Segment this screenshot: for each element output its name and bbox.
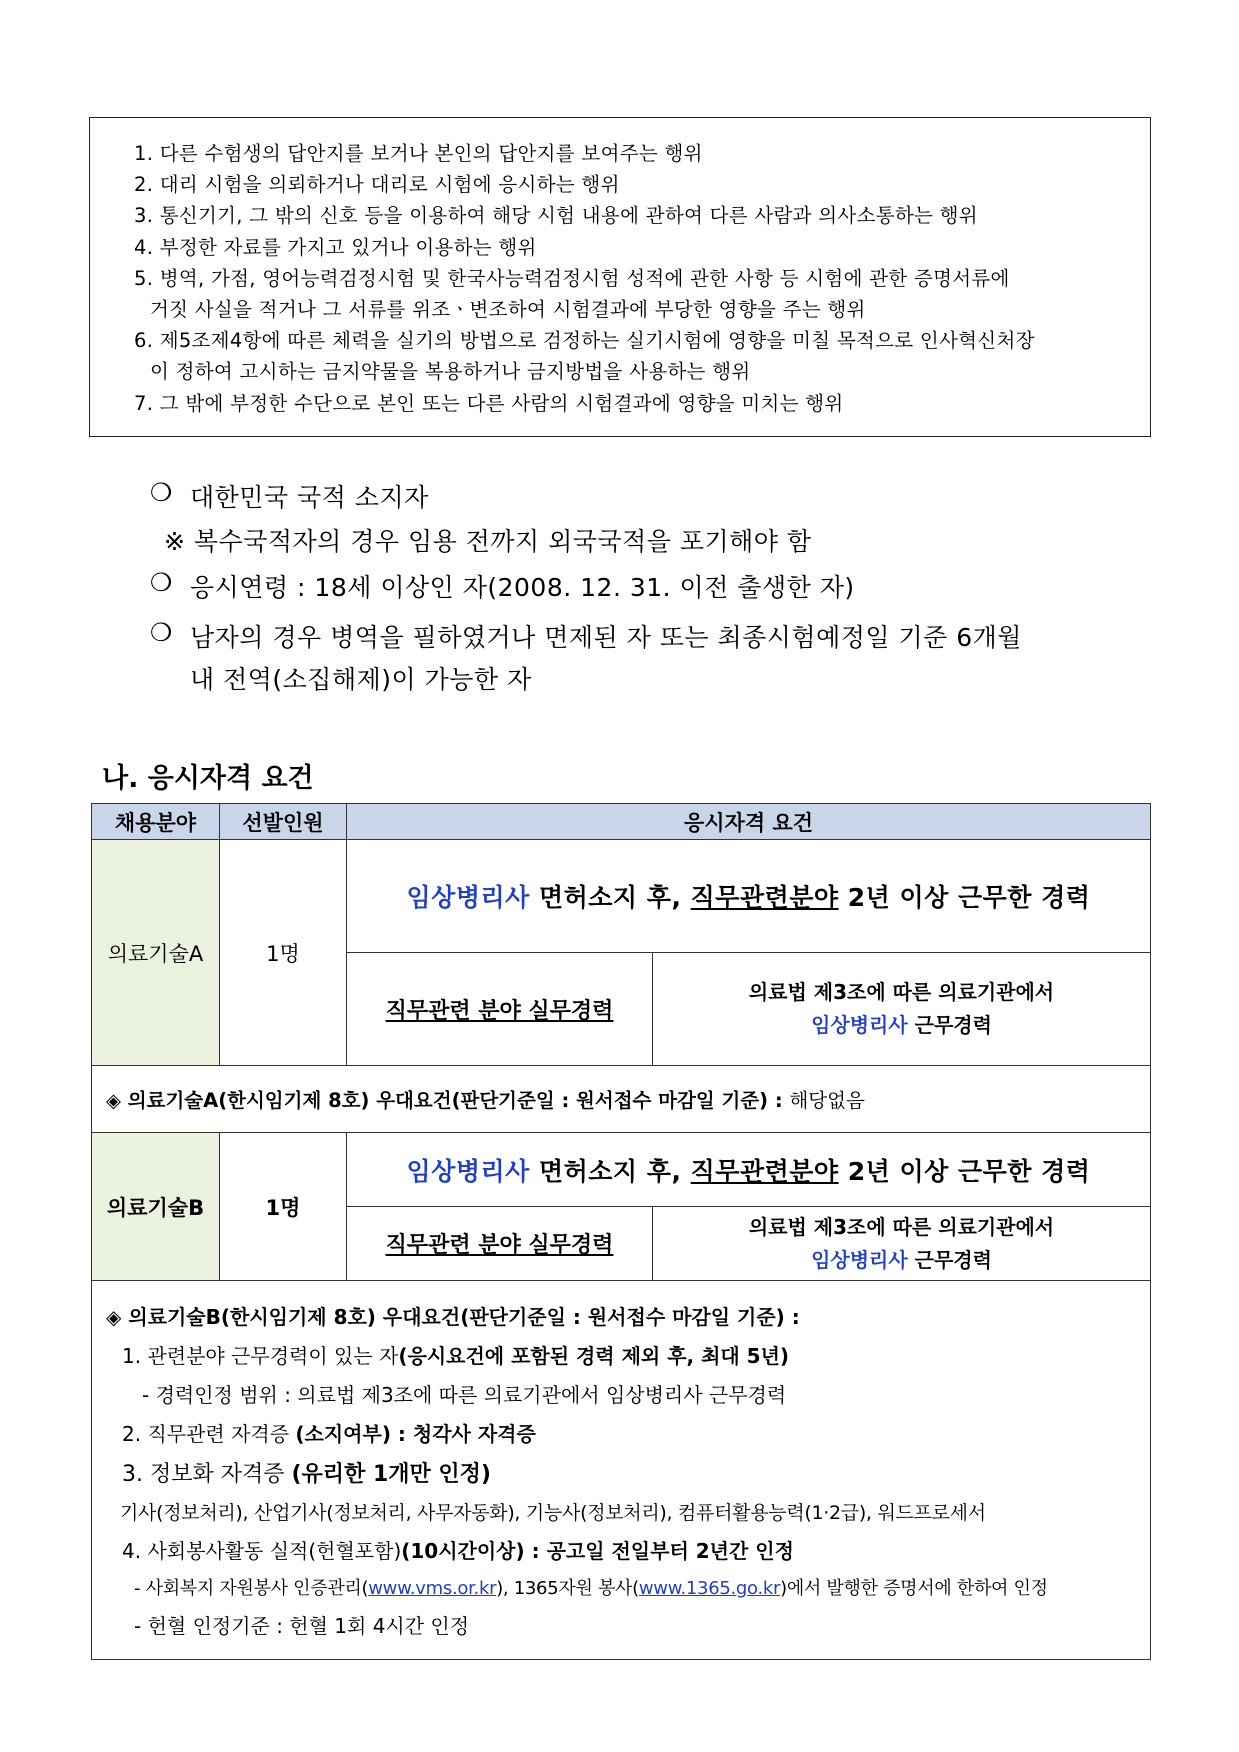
preference-a: ◈ 의료기술A(한시임기제 8호) 우대요건(판단기준일 : 원서접수 마감일 기준) : 해당없음 xyxy=(92,1066,1151,1133)
list-item: 7. 그 밖에 부정한 수단으로 본인 또는 다른 사람의 시험결과에 영향을 미치는 행위 xyxy=(134,391,844,415)
list-item: 3. 통신기기, 그 밖의 신호 등을 이용하여 해당 시험 내용에 관하여 다른 사람과 의사소통하는 행위 xyxy=(134,204,978,228)
list-item-continuation: 거짓 사실을 적거나 그 서류를 위조ㆍ변조하여 시험결과에 부당한 영향을 주는 행위 xyxy=(150,298,866,322)
requirements-table xyxy=(91,803,1151,1660)
count-cell: 1명 xyxy=(220,1133,347,1281)
experience-label: 직무관련 분야 실무경력 xyxy=(347,953,653,1066)
list-item: 2. 대리 시험을 의뢰하거나 대리로 시험에 응시하는 행위 xyxy=(134,173,620,197)
1365-link[interactable]: www.1365.go.kr xyxy=(638,1578,781,1599)
main-requirement: 임상병리사 면허소지 후, 직무관련분야 2년 이상 근무한 경력 xyxy=(347,840,1151,953)
list-item: 5. 병역, 가점, 영어능력검정시험 및 한국사능력검정시험 성적에 관한 사항 등 시험에 관한 증명서류에 거짓 사실을 적거나 그 서류를 위조ㆍ변조하여 시험결과에 부당한 영향을 주는 행위 xyxy=(134,263,1134,325)
table-row xyxy=(92,1281,1151,1660)
circle-bullet-icon: ❍ xyxy=(150,568,173,597)
prohibited-acts-box xyxy=(89,117,1151,437)
circle-bullet-icon: ❍ xyxy=(150,478,173,507)
header-field: 채용분야 xyxy=(92,804,220,840)
qualification-nationality: ❍ 대한민국 국적 소지자 xyxy=(150,478,429,512)
table-row xyxy=(92,840,1151,953)
qualification-age: ❍ 응시연령 : 18세 이상인 자(2008. 12. 31. 이전 출생한 자) xyxy=(150,568,855,602)
circle-bullet-icon: ❍ xyxy=(150,618,173,647)
list-item: 6. 제5조제4항에 따른 체력을 실기의 방법으로 검정하는 실기시험에 영향을 미칠 목적으로 인사혁신처장 이 정하여 고시하는 금지약물을 복용하거나 금지방법을 사용하는 행위 xyxy=(134,325,1134,387)
qualification-military-cont: 내 전역(소집해제)이 가능한 자 xyxy=(190,665,532,694)
header-requirement: 응시자격 요건 xyxy=(347,804,1151,840)
table-row xyxy=(92,1066,1151,1133)
experience-desc: 의료법 제3조에 따른 의료기관에서 임상병리사 근무경력 xyxy=(653,953,1151,1066)
table-row xyxy=(92,1133,1151,1207)
field-cell: 의료기술B xyxy=(92,1133,220,1281)
table-header-row xyxy=(92,804,1151,840)
list-item: 1. 다른 수험생의 답안지를 보거나 본인의 답안지를 보여주는 행위 xyxy=(134,142,703,165)
experience-desc: 의료법 제3조에 따른 의료기관에서 임상병리사 근무경력 xyxy=(653,1207,1151,1281)
preference-b: ◈ 의료기술B(한시임기제 8호) 우대요건(판단기준일 : 원서접수 마감일 기준) : 1. 관련분야 근무경력이 있는 자(응시요건에 포함된 경력 제외 후, 최대 5년) - 경력인정 범위 : 의료법 제3조에 따른 의료기관에서 임상병리사 근무경력 2. 직무관련 자격증 (소지여부) : 청각사 자격증 3. 정보화 자격증 (유리한 1개만 인정) 기사(정보처리), 산업기사(정보처리, 사무자동화), 기능사(정보처리), 컴퓨터활용능력(1·2급), 워드프로세서 4. 사회봉사활동 실적(헌혈포함)(10시간이상) : 공고일 전일부터 2년간 인정 - 사회복지 자원봉사 인증관리(www.vms.or.kr), 1365자원 봉사(www.1365.go.kr)에서 발행한 증명서에 한하여 인정 - 헌혈 인정기준 : 헌혈 1회 4시간 인정 xyxy=(92,1281,1151,1660)
experience-label: 직무관련 분야 실무경력 xyxy=(347,1207,653,1281)
qualification-military: ❍ 남자의 경우 병역을 필하였거나 면제된 자 또는 최종시험예정일 기준 6개월 xyxy=(150,618,1022,652)
nationality-note: ※ 복수국적자의 경우 임용 전까지 외국국적을 포기해야 함 xyxy=(164,527,812,556)
header-count: 선발인원 xyxy=(220,804,347,840)
field-cell: 의료기술A xyxy=(92,840,220,1066)
prohibited-acts-list xyxy=(134,138,1134,419)
list-item: 4. 부정한 자료를 가지고 있거나 이용하는 행위 xyxy=(134,235,537,259)
section-title: 나. 응시자격 요건 xyxy=(102,763,314,794)
main-requirement: 임상병리사 면허소지 후, 직무관련분야 2년 이상 근무한 경력 xyxy=(347,1133,1151,1207)
basic-qualifications xyxy=(150,478,1160,696)
list-item-continuation: 이 정하여 고시하는 금지약물을 복용하거나 금지방법을 사용하는 행위 xyxy=(150,360,751,384)
count-cell: 1명 xyxy=(220,840,347,1066)
vms-link[interactable]: www.vms.or.kr xyxy=(368,1578,497,1599)
